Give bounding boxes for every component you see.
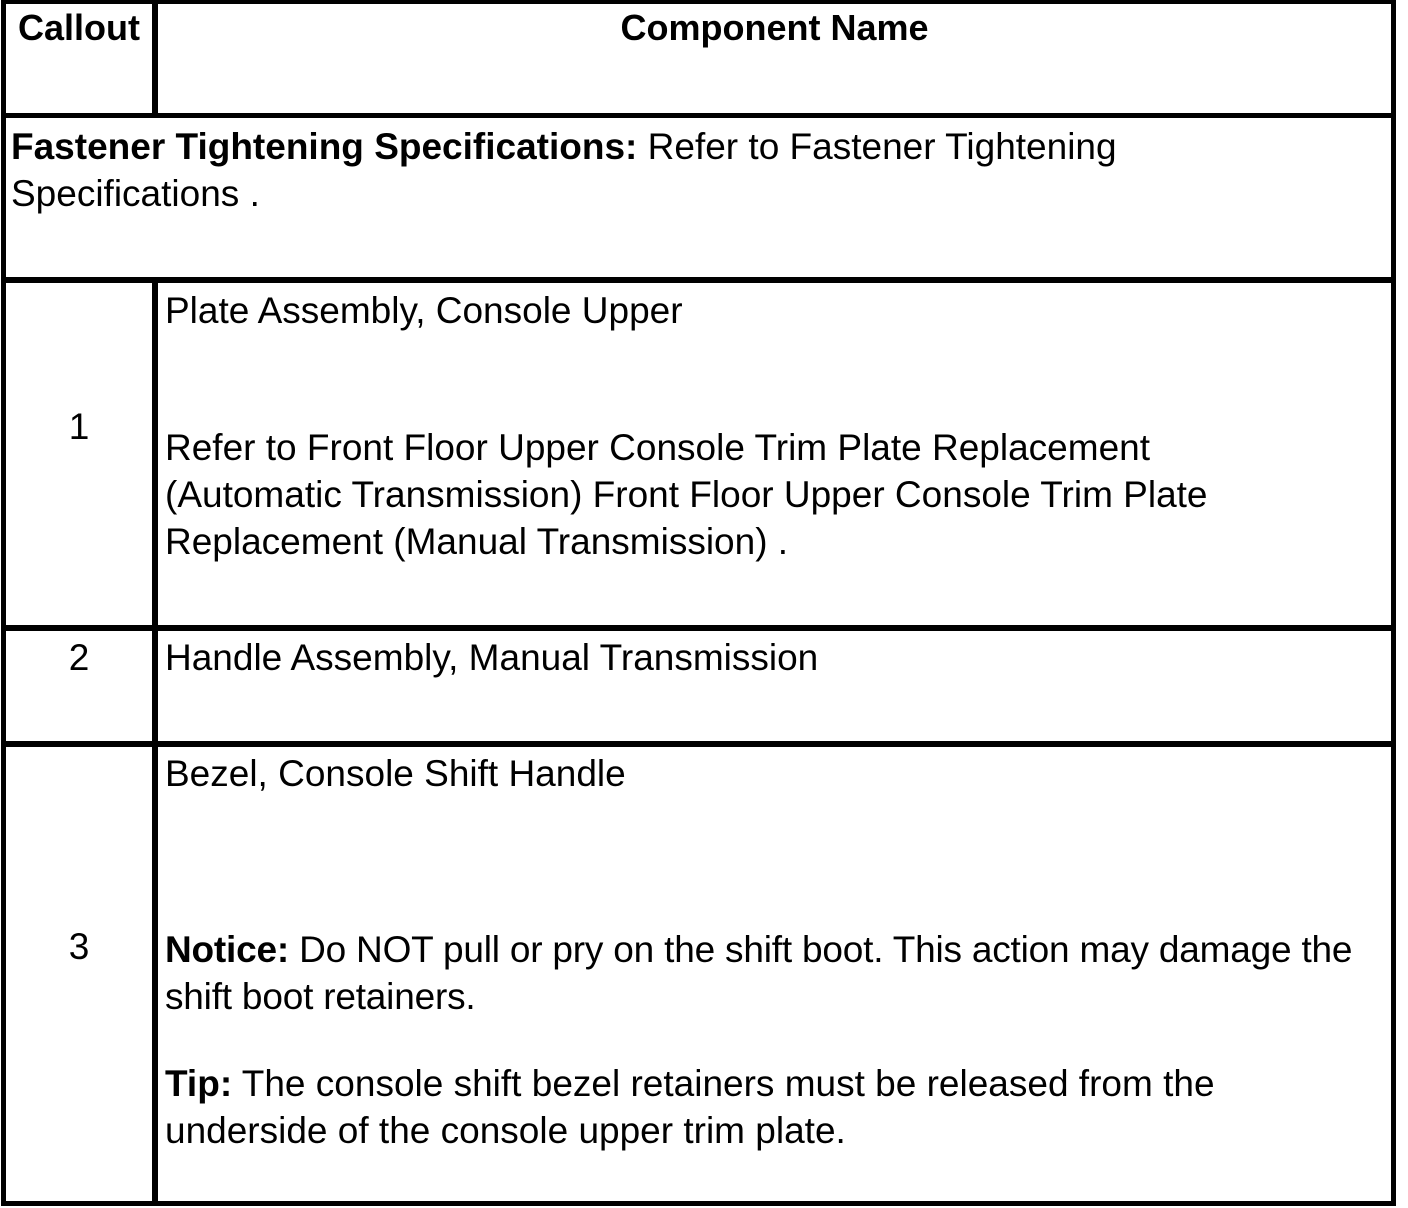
row-3-callout: 3	[68, 926, 90, 967]
table-border-bottom	[3, 1201, 1396, 1206]
row-3-notice	[165, 926, 1383, 1020]
table-border-top	[3, 0, 1396, 4]
notice-label: Notice:	[165, 929, 289, 970]
row-1-note: Refer to Front Floor Upper Console Trim Plate Replacement (Automatic Transmission) Front Floor Upper Console Trim Plate Replacement (Manual Transmission) .	[165, 427, 1208, 562]
row-3-tip	[165, 1060, 1305, 1154]
row-divider-header	[3, 113, 1396, 118]
row-divider-row1	[3, 625, 1396, 631]
tip-label: Tip:	[165, 1063, 233, 1104]
row-2-component-name: Handle Assembly, Manual Transmission	[165, 637, 819, 678]
row-1-callout: 1	[68, 406, 90, 447]
tip-text: The console shift bezel retainers must be released from the underside of the console upper trim plate.	[165, 1063, 1215, 1151]
fastener-spec-label: Fastener Tightening Specifications:	[11, 126, 638, 167]
row-3-component-name: Bezel, Console Shift Handle	[165, 753, 626, 794]
notice-text: Do NOT pull or pry on the shift boot. This action may damage the shift boot retainers.	[165, 929, 1353, 1017]
fastener-spec-cell	[11, 123, 1211, 217]
fastener-spec-text: Refer to Fastener Tightening Specifications .	[11, 126, 1117, 214]
row-divider-fastener	[3, 277, 1396, 283]
table-border-right	[1391, 0, 1396, 1206]
table-border-left	[1, 0, 6, 1206]
row-divider-row2	[3, 741, 1396, 747]
header-component-name: Component Name	[620, 7, 929, 48]
header-callout: Callout	[18, 7, 140, 48]
row-1-component-name: Plate Assembly, Console Upper	[165, 290, 683, 331]
row-2-callout: 2	[68, 637, 90, 678]
